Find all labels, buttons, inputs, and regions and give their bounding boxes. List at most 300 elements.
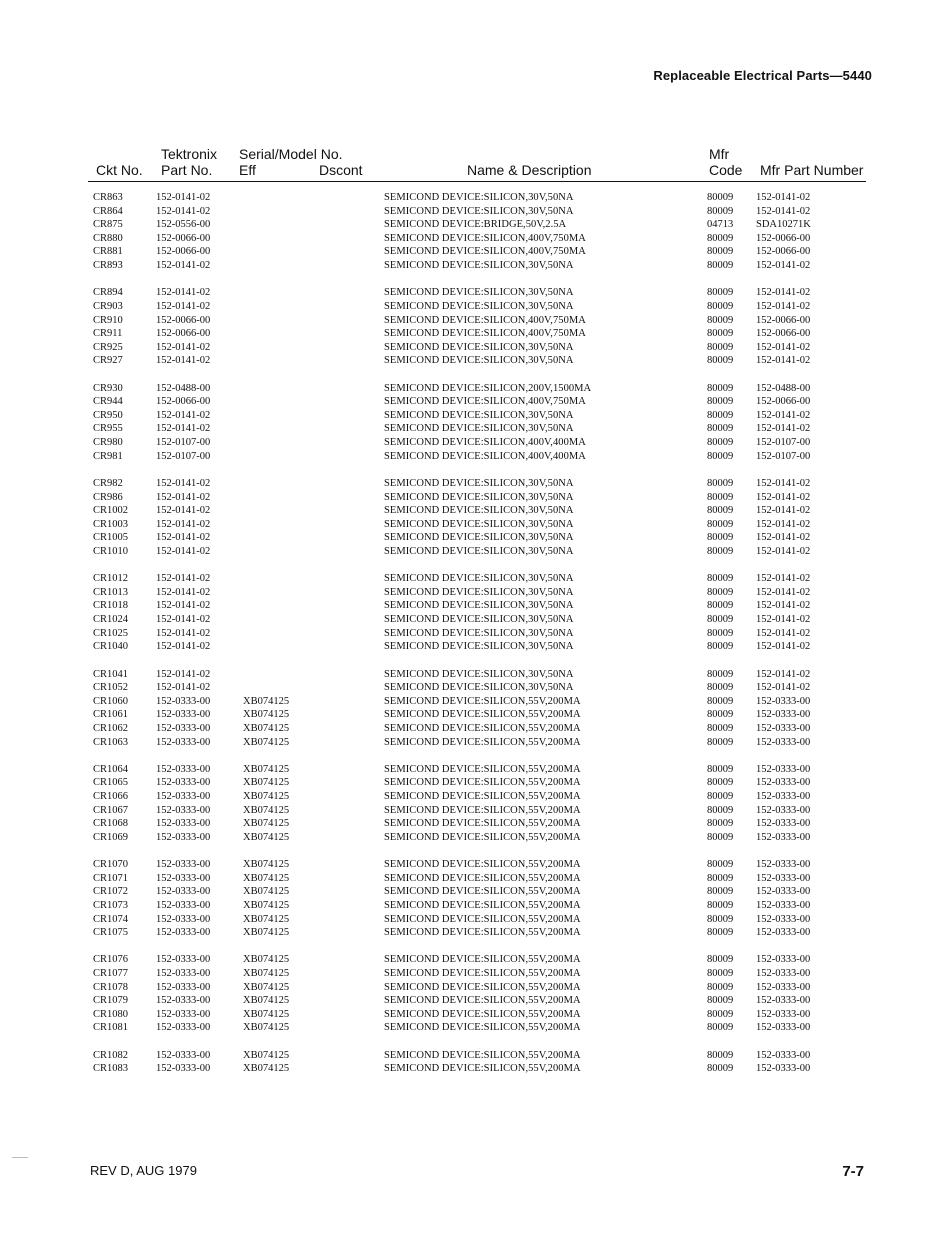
ckt-no: CR910 [93,314,123,326]
description: SEMICOND DEVICE:SILICON,55V,200MA [384,777,581,789]
table-row [0,436,950,450]
serial-eff: XB074125 [243,736,290,748]
table-row [0,981,950,995]
mfr-code: 80009 [707,532,734,544]
mfr-part-number: 152-0333-00 [756,981,811,993]
mfr-part-number: 152-0333-00 [756,777,811,789]
part-no: 152-0141-02 [156,627,211,639]
description: SEMICOND DEVICE:SILICON,55V,200MA [384,1063,581,1075]
part-no: 152-0141-02 [156,300,211,312]
part-no: 152-0141-02 [156,409,211,421]
description: SEMICOND DEVICE:SILICON,400V,750MA [384,314,586,326]
description: SEMICOND DEVICE:SILICON,55V,200MA [384,818,581,830]
description: SEMICOND DEVICE:SILICON,400V,750MA [384,246,586,258]
col-serial-model: Serial/Model No. [239,146,343,162]
description: SEMICOND DEVICE:SILICON,55V,200MA [384,1022,581,1034]
mfr-part-number: 152-0141-02 [756,341,811,353]
mfr-part-number: 152-0066-00 [756,232,811,244]
table-row [0,531,950,545]
mfr-code: 80009 [707,1008,734,1020]
mfr-code: 80009 [707,804,734,816]
mfr-code: 80009 [707,491,734,503]
mfr-code: 80009 [707,695,734,707]
ckt-no: CR1012 [93,573,129,585]
col-name-description: Name & Description [467,162,592,178]
part-no: 152-0141-02 [156,532,211,544]
mfr-part-number: 152-0141-02 [756,627,811,639]
mfr-part-number: 152-0066-00 [756,328,811,340]
mfr-code: 80009 [707,995,734,1007]
description: SEMICOND DEVICE:SILICON,400V,400MA [384,437,586,448]
part-no: 152-0141-02 [156,518,211,530]
mfr-part-number: 152-0141-02 [756,600,811,612]
mfr-part-number: 152-0333-00 [756,899,811,911]
part-no: 152-0556-00 [156,219,211,231]
mfr-code: 80009 [707,831,734,843]
serial-eff: XB074125 [243,777,290,789]
serial-eff: XB074125 [243,981,290,993]
description: SEMICOND DEVICE:SILICON,30V,50NA [384,300,574,312]
description: SEMICOND DEVICE:SILICON,55V,200MA [384,886,581,898]
table-row [0,491,950,505]
table-row [0,314,950,328]
mfr-code: 80009 [707,791,734,802]
mfr-code: 80009 [707,641,734,653]
description: SEMICOND DEVICE:SILICON,30V,50NA [384,491,574,503]
table-row [0,790,950,804]
mfr-part-number: 152-0333-00 [756,995,811,1007]
part-no: 152-0141-02 [156,341,211,353]
part-no: 152-0141-02 [156,477,211,489]
description: SEMICOND DEVICE:SILICON,55V,200MA [384,831,581,843]
table-row [0,926,950,940]
part-no: 152-0333-00 [156,763,211,775]
mfr-part-number: 152-0333-00 [756,722,811,734]
description: SEMICOND DEVICE:SILICON,30V,50NA [384,532,574,544]
table-row [0,504,950,518]
table-row [0,817,950,831]
mfr-part-number: 152-0141-02 [756,573,811,585]
ckt-no: CR881 [93,246,123,258]
margin-mark [12,1157,28,1158]
table-row [0,953,950,967]
table-row [0,627,950,641]
ckt-no: CR875 [93,219,123,231]
mfr-code: 80009 [707,300,734,312]
serial-eff: XB074125 [243,886,290,898]
ckt-no: CR1003 [93,518,129,530]
ckt-no: CR1063 [93,736,129,748]
mfr-part-number: 152-0141-02 [756,614,811,625]
mfr-code: 04713 [707,219,734,231]
description: SEMICOND DEVICE:SILICON,30V,50NA [384,192,574,203]
description: SEMICOND DEVICE:SILICON,30V,50NA [384,600,574,612]
mfr-code: 80009 [707,545,734,557]
part-no: 152-0333-00 [156,709,211,721]
mfr-part-number: 152-0107-00 [756,450,811,462]
ckt-no: CR1041 [93,668,129,680]
mfr-part-number: 152-0141-02 [756,505,811,517]
mfr-code: 80009 [707,382,734,394]
description: SEMICOND DEVICE:SILICON,55V,200MA [384,695,581,707]
mfr-part-number: 152-0141-02 [756,355,811,367]
mfr-part-number: 152-0141-02 [756,477,811,489]
table-row [0,450,950,464]
description: SEMICOND DEVICE:SILICON,55V,200MA [384,1049,581,1061]
mfr-code: 80009 [707,722,734,734]
description: SEMICOND DEVICE:SILICON,30V,50NA [384,545,574,557]
ckt-no: CR893 [93,260,123,271]
table-row [0,668,950,682]
part-no: 152-0141-02 [156,355,211,367]
mfr-part-number: 152-0141-02 [756,409,811,421]
part-no: 152-0333-00 [156,995,211,1007]
mfr-part-number: 152-0141-02 [756,586,811,598]
description: SEMICOND DEVICE:SILICON,55V,200MA [384,872,581,884]
ckt-no: CR1052 [93,682,129,694]
part-no: 152-0333-00 [156,722,211,734]
ckt-no: CR911 [93,328,123,340]
description: SEMICOND DEVICE:SILICON,30V,50NA [384,260,574,271]
mfr-code: 80009 [707,1022,734,1034]
description: SEMICOND DEVICE:SILICON,30V,50NA [384,477,574,489]
table-row [0,776,950,790]
mfr-part-number: 152-0141-02 [756,682,811,694]
mfr-part-number: 152-0333-00 [756,1022,811,1034]
ckt-no: CR1075 [93,927,129,939]
part-no: 152-0141-02 [156,586,211,598]
ckt-no: CR980 [93,437,123,448]
ckt-no: CR1073 [93,899,129,911]
table-row [0,572,950,586]
serial-eff: XB074125 [243,872,290,884]
ckt-no: CR1060 [93,695,129,707]
description: SEMICOND DEVICE:SILICON,55V,200MA [384,763,581,775]
part-no: 152-0141-02 [156,423,211,435]
table-row [0,722,950,736]
table-row [0,967,950,981]
table-row [0,872,950,886]
description: SEMICOND DEVICE:SILICON,30V,50NA [384,205,574,217]
mfr-code: 80009 [707,573,734,585]
part-no: 152-0333-00 [156,804,211,816]
table-row [0,695,950,709]
description: SEMICOND DEVICE:SILICON,55V,200MA [384,913,581,925]
table-row [0,804,950,818]
table-row [0,477,950,491]
mfr-part-number: 152-0141-02 [756,641,811,653]
mfr-code: 80009 [707,886,734,898]
description: SEMICOND DEVICE:SILICON,30V,50NA [384,586,574,598]
table-row [0,300,950,314]
mfr-code: 80009 [707,627,734,639]
col-dscont: Dscont [319,162,363,178]
mfr-code: 80009 [707,818,734,830]
mfr-code: 80009 [707,586,734,598]
footer-page-number: 7-7 [842,1163,864,1180]
ckt-no: CR863 [93,192,123,203]
mfr-part-number: 152-0333-00 [756,709,811,721]
mfr-code: 80009 [707,981,734,993]
ckt-no: CR1083 [93,1063,129,1075]
col-mfr: Mfr [709,146,730,162]
mfr-code: 80009 [707,736,734,748]
mfr-part-number: 152-0141-02 [756,287,811,299]
mfr-part-number: 152-0488-00 [756,382,811,394]
mfr-part-number: 152-0141-02 [756,532,811,544]
mfr-code: 80009 [707,355,734,367]
ckt-no: CR1071 [93,872,129,884]
ckt-no: CR1061 [93,709,129,721]
part-no: 152-0333-00 [156,968,211,979]
mfr-part-number: 152-0333-00 [756,872,811,884]
part-no: 152-0107-00 [156,437,211,448]
part-no: 152-0333-00 [156,791,211,802]
description: SEMICOND DEVICE:SILICON,30V,50NA [384,682,574,694]
mfr-part-number: 152-0333-00 [756,859,811,871]
mfr-part-number: 152-0141-02 [756,491,811,503]
ckt-no: CR1005 [93,532,129,544]
mfr-code: 80009 [707,423,734,435]
part-no: 152-0333-00 [156,872,211,884]
table-row [0,422,950,436]
ckt-no: CR982 [93,477,123,489]
part-no: 152-0141-02 [156,545,211,557]
mfr-code: 80009 [707,518,734,530]
serial-eff: XB074125 [243,695,290,707]
description: SEMICOND DEVICE:SILICON,30V,50NA [384,409,574,421]
serial-eff: XB074125 [243,791,290,802]
serial-eff: XB074125 [243,763,290,775]
ckt-no: CR1072 [93,886,129,898]
serial-eff: XB074125 [243,1022,290,1034]
serial-eff: XB074125 [243,1049,290,1061]
ckt-no: CR1065 [93,777,129,789]
mfr-code: 80009 [707,763,734,775]
mfr-code: 80009 [707,192,734,203]
serial-eff: XB074125 [243,927,290,939]
mfr-part-number: 152-0141-02 [756,300,811,312]
part-no: 152-0066-00 [156,232,211,244]
part-no: 152-0066-00 [156,246,211,258]
description: SEMICOND DEVICE:SILICON,30V,50NA [384,341,574,353]
part-no: 152-0333-00 [156,1063,211,1075]
col-part-no: Part No. [161,162,213,178]
mfr-part-number: 152-0141-02 [756,423,811,435]
ckt-no: CR1080 [93,1008,129,1020]
ckt-no: CR927 [93,355,123,367]
mfr-part-number: 152-0333-00 [756,1049,811,1061]
serial-eff: XB074125 [243,1008,290,1020]
description: SEMICOND DEVICE:SILICON,55V,200MA [384,995,581,1007]
mfr-part-number: 152-0333-00 [756,1008,811,1020]
table-row [0,1062,950,1076]
mfr-code: 80009 [707,232,734,244]
mfr-code: 80009 [707,709,734,721]
mfr-code: 80009 [707,205,734,217]
mfr-part-number: 152-0141-02 [756,545,811,557]
table-row [0,205,950,219]
mfr-part-number: 152-0141-02 [756,518,811,530]
part-no: 152-0333-00 [156,736,211,748]
description: SEMICOND DEVICE:SILICON,30V,50NA [384,505,574,517]
mfr-part-number: 152-0066-00 [756,396,811,408]
mfr-code: 80009 [707,396,734,408]
table-row [0,708,950,722]
mfr-code: 80009 [707,477,734,489]
part-no: 152-0488-00 [156,382,211,394]
part-no: 152-0141-02 [156,682,211,694]
mfr-code: 80009 [707,287,734,299]
mfr-code: 80009 [707,954,734,966]
table-row [0,1049,950,1063]
description: SEMICOND DEVICE:SILICON,55V,200MA [384,1008,581,1020]
description: SEMICOND DEVICE:SILICON,30V,50NA [384,627,574,639]
part-no: 152-0333-00 [156,1022,211,1034]
part-no: 152-0141-02 [156,505,211,517]
ckt-no: CR1079 [93,995,129,1007]
ckt-no: CR1070 [93,859,129,871]
ckt-no: CR925 [93,341,123,353]
ckt-no: CR950 [93,409,123,421]
serial-eff: XB074125 [243,818,290,830]
part-no: 152-0333-00 [156,1008,211,1020]
part-no: 152-0333-00 [156,818,211,830]
ckt-no: CR1077 [93,968,129,979]
table-row [0,858,950,872]
mfr-code: 80009 [707,246,734,258]
description: SEMICOND DEVICE:SILICON,400V,750MA [384,232,586,244]
part-no: 152-0333-00 [156,899,211,911]
mfr-code: 80009 [707,859,734,871]
table-row [0,382,950,396]
table-row [0,885,950,899]
part-no: 152-0333-00 [156,1049,211,1061]
part-no: 152-0141-02 [156,287,211,299]
part-no: 152-0066-00 [156,314,211,326]
ckt-no: CR1078 [93,981,129,993]
part-no: 152-0066-00 [156,328,211,340]
ckt-no: CR1018 [93,600,129,612]
col-ckt-no: Ckt No. [96,162,143,178]
description: SEMICOND DEVICE:SILICON,55V,200MA [384,791,581,802]
part-no: 152-0333-00 [156,831,211,843]
table-row [0,395,950,409]
col-mfr-part-number: Mfr Part Number [760,162,864,178]
description: SEMICOND DEVICE:SILICON,55V,200MA [384,736,581,748]
ckt-no: CR894 [93,287,123,299]
table-row [0,586,950,600]
ckt-no: CR1064 [93,763,129,775]
part-no: 152-0333-00 [156,927,211,939]
part-no: 152-0333-00 [156,859,211,871]
mfr-part-number: 152-0333-00 [756,927,811,939]
mfr-code: 80009 [707,437,734,448]
ckt-no: CR880 [93,232,123,244]
description: SEMICOND DEVICE:SILICON,55V,200MA [384,899,581,911]
mfr-code: 80009 [707,505,734,517]
description: SEMICOND DEVICE:SILICON,200V,1500MA [384,382,592,394]
description: SEMICOND DEVICE:SILICON,30V,50NA [384,573,574,585]
table-row [0,327,950,341]
running-head: Replaceable Electrical Parts—5440 [653,68,872,83]
description: SEMICOND DEVICE:SILICON,30V,50NA [384,355,574,367]
part-no: 152-0333-00 [156,913,211,925]
table-row [0,913,950,927]
part-no: 152-0333-00 [156,954,211,966]
serial-eff: XB074125 [243,709,290,721]
table-row [0,218,950,232]
mfr-code: 80009 [707,682,734,694]
mfr-part-number: 152-0333-00 [756,913,811,925]
mfr-part-number: 152-0333-00 [756,736,811,748]
part-no: 152-0141-02 [156,668,211,680]
description: SEMICOND DEVICE:SILICON,55V,200MA [384,927,581,939]
serial-eff: XB074125 [243,831,290,843]
ckt-no: CR955 [93,423,123,435]
description: SEMICOND DEVICE:SILICON,30V,50NA [384,423,574,435]
table-row [0,831,950,845]
serial-eff: XB074125 [243,995,290,1007]
mfr-part-number: 152-0333-00 [756,695,811,707]
serial-eff: XB074125 [243,899,290,911]
ckt-no: CR986 [93,491,123,503]
part-no: 152-0141-02 [156,491,211,503]
mfr-part-number: 152-0333-00 [756,763,811,775]
part-no: 152-0141-02 [156,573,211,585]
ckt-no: CR1067 [93,804,129,816]
part-no: 152-0141-02 [156,260,211,271]
mfr-code: 80009 [707,1049,734,1061]
mfr-code: 80009 [707,913,734,925]
ckt-no: CR1081 [93,1022,129,1034]
mfr-part-number: 152-0066-00 [756,314,811,326]
description: SEMICOND DEVICE:SILICON,30V,50NA [384,518,574,530]
table-row [0,599,950,613]
mfr-code: 80009 [707,450,734,462]
col-code: Code [709,162,743,178]
ckt-no: CR903 [93,300,123,312]
part-no: 152-0141-02 [156,614,211,625]
mfr-part-number: 152-0333-00 [756,831,811,843]
ckt-no: CR1069 [93,831,129,843]
mfr-part-number: 152-0066-00 [756,246,811,258]
ckt-no: CR1040 [93,641,129,653]
description: SEMICOND DEVICE:SILICON,400V,400MA [384,450,586,462]
description: SEMICOND DEVICE:BRIDGE,50V,2.5A [384,219,567,231]
mfr-part-number: SDA10271K [756,219,811,231]
table-row [0,545,950,559]
mfr-part-number: 152-0333-00 [756,804,811,816]
mfr-code: 80009 [707,668,734,680]
part-no: 152-0333-00 [156,886,211,898]
description: SEMICOND DEVICE:SILICON,30V,50NA [384,668,574,680]
ckt-no: CR944 [93,396,123,408]
mfr-code: 80009 [707,614,734,625]
table-row [0,232,950,246]
part-no: 152-0066-00 [156,396,211,408]
mfr-part-number: 152-0333-00 [756,968,811,979]
description: SEMICOND DEVICE:SILICON,55V,200MA [384,981,581,993]
ckt-no: CR1062 [93,722,129,734]
description: SEMICOND DEVICE:SILICON,55V,200MA [384,954,581,966]
serial-eff: XB074125 [243,968,290,979]
description: SEMICOND DEVICE:SILICON,55V,200MA [384,709,581,721]
description: SEMICOND DEVICE:SILICON,55V,200MA [384,804,581,816]
mfr-part-number: 152-0141-02 [756,192,811,203]
table-row [0,736,950,750]
ckt-no: CR981 [93,450,123,462]
